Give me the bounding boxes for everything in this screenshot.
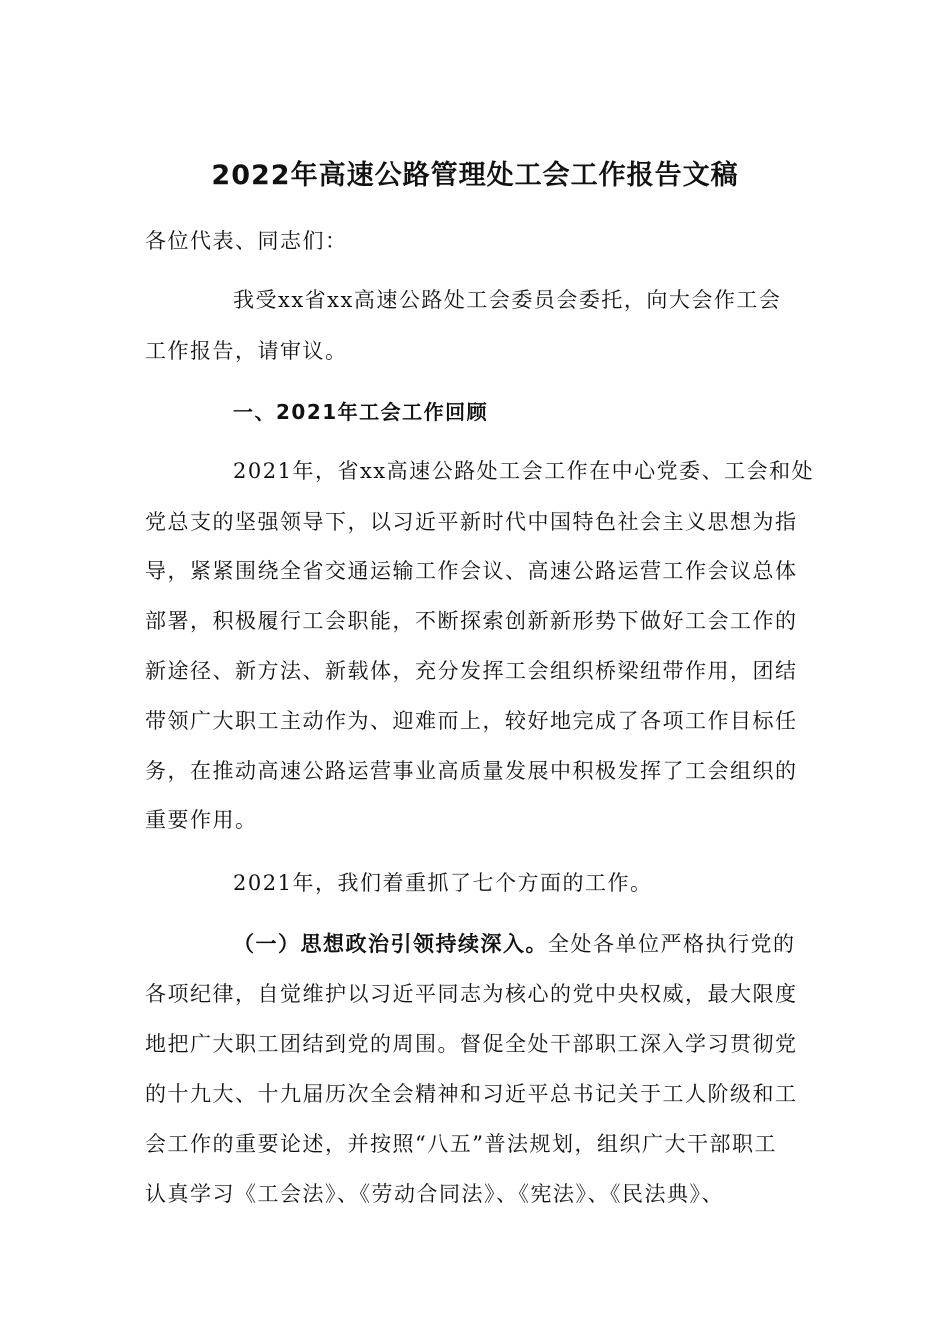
section-heading: 一、2021年工会工作回顾 [233,400,489,424]
document-title: 2022年高速公路管理处工会工作报告文稿 [211,160,739,191]
para1-line-5: 新途径、新方法、新载体，充分发挥工会组织桥梁纽带作用，团结 [145,659,798,683]
para1-line-2: 党总支的坚强领导下，以习近平新时代中国特色社会主义思想为指 [145,510,798,534]
intro-line-2: 工作报告，请审议。 [145,339,348,363]
para1-line-7: 务，在推动高速公路运营事业高质量发展中积极发挥了工会组织的 [145,759,798,783]
para1-line-6: 带领广大职工主动作为、迎难而上，较好地完成了各项工作目标任 [145,709,798,733]
para1-line-4: 部署，积极履行工会职能，不断探索创新新形势下做好工会工作的 [145,609,798,633]
sub1-line-6: 认真学习《工会法》、《劳动合同法》、《宪法》、《民法典》、 [145,1182,724,1206]
salutation: 各位代表、同志们： [145,229,348,253]
sub1-line-5: 会工作的重要论述，并按照“八五”普法规划，组织广大干部职工 [145,1132,777,1156]
sub1-line-3: 地把广大职工团结到党的周围。督促全处干部职工深入学习贯彻党 [145,1032,798,1056]
intro-line-1: 我受xx省xx高速公路处工会委员会委托，向大会作工会 [233,288,782,312]
para2-line: 2021年，我们着重抓了七个方面的工作。 [233,871,653,895]
para1-line-3: 导，紧紧围绕全省交通运输工作会议、高速公路运营工作会议总体 [145,559,798,583]
sub1-line-4: 的十九大、十九届历次全会精神和习近平总书记关于工人阶级和工 [145,1082,798,1106]
sub1-heading: （一）思想政治引领持续深入。 [233,931,548,956]
sub1-line-2: 各项纪律，自觉维护以习近平同志为核心的党中央权威，最大限度 [145,982,798,1006]
para1-line-1: 2021年，省xx高速公路处工会工作在中心党委、工会和处 [233,459,815,483]
sub1-first-rest: 全处各单位严格执行党的 [548,932,796,956]
para1-line-8: 重要作用。 [145,808,258,832]
sub1-line-1 [233,929,796,959]
